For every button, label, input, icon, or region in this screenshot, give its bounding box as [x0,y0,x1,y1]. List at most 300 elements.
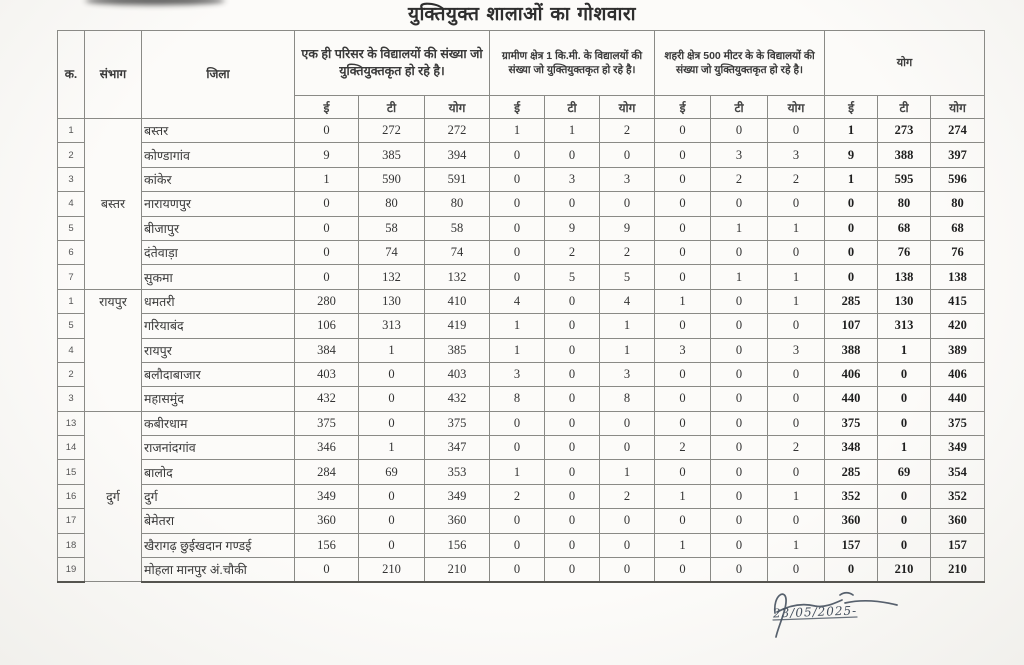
value-cell: 9 [545,216,600,240]
value-cell: 3 [490,362,545,386]
value-cell: 0 [655,192,711,216]
value-cell: 9 [600,216,655,240]
value-cell: 0 [359,362,425,386]
subcol-total: योग [600,96,655,119]
value-cell: 132 [359,265,425,289]
value-cell: 375 [425,411,490,435]
value-cell: 0 [768,387,825,411]
value-cell: 1 [768,533,825,557]
signature-date: 23/05/2025- [772,603,858,621]
value-cell: 0 [490,436,545,460]
value-cell: 352 [825,484,878,508]
value-cell: 0 [711,240,768,264]
value-cell: 375 [825,411,878,435]
district-cell: बेमेतरा [142,509,295,533]
table-row [58,558,985,582]
value-cell: 58 [359,216,425,240]
value-cell: 403 [425,362,490,386]
value-cell: 68 [878,216,931,240]
district-cell: मोहला मानपुर अं.चौकी [142,558,295,582]
value-cell: 348 [825,436,878,460]
serial-cell: 3 [58,387,85,411]
district-cell: बलौदाबाजार [142,362,295,386]
value-cell: 0 [655,558,711,582]
serial-cell: 14 [58,436,85,460]
value-cell: 360 [825,509,878,533]
value-cell: 1 [490,314,545,338]
value-cell: 346 [295,436,359,460]
value-cell: 4 [490,289,545,313]
value-cell: 156 [295,533,359,557]
value-cell: 0 [490,533,545,557]
value-cell: 210 [359,558,425,582]
value-cell: 360 [295,509,359,533]
value-cell: 0 [545,387,600,411]
col-group-rural-1km: ग्रामीण क्षेत्र 1 कि.मी. के विद्यालयों की संख्या जो युक्तियुक्तकृत हो रहे है। [490,31,655,96]
value-cell: 210 [878,558,931,582]
value-cell: 347 [425,436,490,460]
value-cell: 1 [655,533,711,557]
value-cell: 0 [711,533,768,557]
value-cell: 349 [931,436,985,460]
value-cell: 0 [545,436,600,460]
subcol-total: योग [931,96,985,119]
district-cell: कोण्डागांव [142,143,295,167]
serial-cell: 15 [58,460,85,484]
value-cell: 1 [359,436,425,460]
value-cell: 1 [600,460,655,484]
value-cell: 1 [655,484,711,508]
value-cell: 0 [711,119,768,143]
value-cell: 0 [545,289,600,313]
value-cell: 0 [545,338,600,362]
subcol-t: टी [711,96,768,119]
value-cell: 273 [878,119,931,143]
value-cell: 0 [359,509,425,533]
value-cell: 0 [768,460,825,484]
value-cell: 130 [878,289,931,313]
value-cell: 0 [655,509,711,533]
district-cell: रायपुर [142,338,295,362]
value-cell: 0 [711,289,768,313]
value-cell: 349 [295,484,359,508]
value-cell: 0 [545,484,600,508]
value-cell: 1 [359,338,425,362]
value-cell: 0 [295,192,359,216]
value-cell: 0 [490,265,545,289]
value-cell: 3 [600,362,655,386]
value-cell: 389 [931,338,985,362]
serial-cell: 17 [58,509,85,533]
col-group-urban-500m: शहरी क्षेत्र 500 मीटर के के विद्यालयों की संख्या जो युक्तियुक्तकृत हो रहे है। [655,31,825,96]
value-cell: 0 [655,167,711,191]
value-cell: 4 [600,289,655,313]
value-cell: 1 [600,314,655,338]
table-row [58,362,985,386]
value-cell: 0 [655,240,711,264]
value-cell: 3 [768,338,825,362]
value-cell: 0 [600,558,655,582]
table-row [58,240,985,264]
value-cell: 9 [825,143,878,167]
value-cell: 0 [600,436,655,460]
value-cell: 3 [655,338,711,362]
value-cell: 69 [878,460,931,484]
table-row [58,265,985,289]
value-cell: 0 [295,240,359,264]
value-cell: 285 [825,289,878,313]
table-row [58,314,985,338]
value-cell: 1 [600,338,655,362]
value-cell: 8 [490,387,545,411]
header-row-groups [58,31,985,96]
subcol-e: ई [490,96,545,119]
subcol-total: योग [768,96,825,119]
district-cell: बस्तर [142,119,295,143]
value-cell: 415 [931,289,985,313]
division-cell: दुर्ग [85,411,142,582]
value-cell: 0 [600,192,655,216]
value-cell: 1 [878,338,931,362]
value-cell: 0 [825,558,878,582]
district-cell: दंतेवाड़ा [142,240,295,264]
district-cell: नारायणपुर [142,192,295,216]
value-cell: 2 [490,484,545,508]
table-body [58,119,985,582]
value-cell: 1 [768,289,825,313]
value-cell: 0 [768,119,825,143]
value-cell: 2 [600,240,655,264]
table-row [58,460,985,484]
value-cell: 3 [600,167,655,191]
value-cell: 0 [545,533,600,557]
value-cell: 406 [825,362,878,386]
value-cell: 0 [295,265,359,289]
value-cell: 432 [425,387,490,411]
value-cell: 0 [295,119,359,143]
col-group-grand-total: योग [825,31,985,96]
district-cell: सुकमा [142,265,295,289]
value-cell: 0 [600,411,655,435]
value-cell: 0 [711,387,768,411]
value-cell: 360 [425,509,490,533]
value-cell: 1 [711,216,768,240]
value-cell: 5 [600,265,655,289]
value-cell: 80 [931,192,985,216]
table-row [58,119,985,143]
value-cell: 385 [425,338,490,362]
value-cell: 375 [931,411,985,435]
value-cell: 352 [931,484,985,508]
value-cell: 419 [425,314,490,338]
value-cell: 0 [490,143,545,167]
value-cell: 394 [425,143,490,167]
value-cell: 274 [931,119,985,143]
value-cell: 0 [711,338,768,362]
serial-cell: 2 [58,143,85,167]
value-cell: 1 [545,119,600,143]
value-cell: 0 [545,362,600,386]
value-cell: 0 [655,119,711,143]
value-cell: 272 [359,119,425,143]
value-cell: 375 [295,411,359,435]
value-cell: 0 [768,240,825,264]
serial-cell: 7 [58,265,85,289]
value-cell: 591 [425,167,490,191]
value-cell: 285 [825,460,878,484]
value-cell: 1 [490,119,545,143]
value-cell: 0 [711,509,768,533]
value-cell: 138 [878,265,931,289]
value-cell: 0 [878,533,931,557]
value-cell: 69 [359,460,425,484]
value-cell: 385 [359,143,425,167]
value-cell: 2 [600,119,655,143]
value-cell: 432 [295,387,359,411]
value-cell: 0 [359,484,425,508]
value-cell: 0 [711,460,768,484]
value-cell: 403 [295,362,359,386]
value-cell: 280 [295,289,359,313]
value-cell: 1 [655,289,711,313]
value-cell: 272 [425,119,490,143]
value-cell: 406 [931,362,985,386]
value-cell: 0 [359,411,425,435]
value-cell: 76 [878,240,931,264]
serial-cell: 2 [58,362,85,386]
district-cell: बालोद [142,460,295,484]
value-cell: 0 [878,484,931,508]
value-cell: 0 [655,362,711,386]
value-cell: 58 [425,216,490,240]
value-cell: 80 [878,192,931,216]
value-cell: 8 [600,387,655,411]
value-cell: 0 [825,216,878,240]
value-cell: 2 [768,167,825,191]
value-cell: 1 [490,338,545,362]
value-cell: 0 [878,509,931,533]
serial-cell: 5 [58,314,85,338]
serial-cell: 1 [58,119,85,143]
serial-cell: 3 [58,167,85,191]
subcol-t: टी [878,96,931,119]
subcol-e: ई [825,96,878,119]
table-row [58,167,985,191]
value-cell: 1 [711,265,768,289]
value-cell: 0 [825,240,878,264]
value-cell: 76 [931,240,985,264]
value-cell: 210 [425,558,490,582]
value-cell: 1 [768,216,825,240]
value-cell: 0 [545,143,600,167]
value-cell: 0 [878,362,931,386]
value-cell: 0 [825,192,878,216]
value-cell: 1 [878,436,931,460]
value-cell: 0 [545,314,600,338]
value-cell: 2 [768,436,825,460]
value-cell: 440 [825,387,878,411]
value-cell: 0 [711,484,768,508]
col-header-division: संभाग [85,31,142,119]
district-cell: दुर्ग [142,484,295,508]
serial-cell: 19 [58,558,85,582]
value-cell: 106 [295,314,359,338]
value-cell: 420 [931,314,985,338]
value-cell: 2 [655,436,711,460]
value-cell: 384 [295,338,359,362]
value-cell: 157 [825,533,878,557]
subcol-e: ई [295,96,359,119]
value-cell: 68 [931,216,985,240]
value-cell: 0 [490,167,545,191]
value-cell: 1 [768,484,825,508]
value-cell: 353 [425,460,490,484]
value-cell: 0 [768,314,825,338]
value-cell: 0 [768,411,825,435]
value-cell: 0 [490,509,545,533]
subcol-t: टी [359,96,425,119]
value-cell: 80 [425,192,490,216]
value-cell: 0 [359,387,425,411]
value-cell: 0 [490,558,545,582]
table-row [58,289,985,313]
value-cell: 354 [931,460,985,484]
value-cell: 0 [490,411,545,435]
value-cell: 2 [600,484,655,508]
col-header-serial: क. [58,31,85,119]
value-cell: 138 [931,265,985,289]
col-header-district: जिला [142,31,295,119]
value-cell: 0 [711,192,768,216]
table-row [58,509,985,533]
value-cell: 74 [359,240,425,264]
table-row [58,436,985,460]
serial-cell: 6 [58,240,85,264]
value-cell: 0 [295,558,359,582]
serial-cell: 5 [58,216,85,240]
value-cell: 0 [490,240,545,264]
value-cell: 130 [359,289,425,313]
value-cell: 1 [295,167,359,191]
value-cell: 440 [931,387,985,411]
table-row [58,533,985,557]
value-cell: 313 [359,314,425,338]
value-cell: 0 [878,411,931,435]
value-cell: 590 [359,167,425,191]
district-cell: धमतरी [142,289,295,313]
value-cell: 0 [768,362,825,386]
page-title: युक्तियुक्त शालाओं का गोशवारा [407,3,637,25]
value-cell: 210 [931,558,985,582]
district-cell: खैरागढ़ छुईखदान गण्डई [142,533,295,557]
value-cell: 0 [600,509,655,533]
value-cell: 9 [295,143,359,167]
value-cell: 3 [545,167,600,191]
value-cell: 0 [768,558,825,582]
subcol-e: ई [655,96,711,119]
value-cell: 388 [878,143,931,167]
value-cell: 0 [711,436,768,460]
district-cell: कबीरधाम [142,411,295,435]
value-cell: 0 [545,411,600,435]
value-cell: 0 [295,216,359,240]
value-cell: 0 [655,460,711,484]
value-cell: 0 [711,558,768,582]
value-cell: 388 [825,338,878,362]
value-cell: 0 [545,558,600,582]
rationalized-schools-table [57,30,985,583]
value-cell: 157 [931,533,985,557]
value-cell: 3 [768,143,825,167]
district-cell: महासमुंद [142,387,295,411]
serial-cell: 18 [58,533,85,557]
division-cell: बस्तर [85,119,142,290]
value-cell: 3 [711,143,768,167]
value-cell: 0 [655,265,711,289]
value-cell: 360 [931,509,985,533]
table-row [58,338,985,362]
value-cell: 0 [711,362,768,386]
serial-cell: 16 [58,484,85,508]
table-row [58,143,985,167]
serial-cell: 4 [58,192,85,216]
value-cell: 0 [768,509,825,533]
value-cell: 0 [655,314,711,338]
signature [745,583,945,643]
value-cell: 0 [711,314,768,338]
value-cell: 284 [295,460,359,484]
value-cell: 0 [545,460,600,484]
value-cell: 0 [711,411,768,435]
value-cell: 1 [768,265,825,289]
value-cell: 80 [359,192,425,216]
value-cell: 1 [490,460,545,484]
value-cell: 1 [825,167,878,191]
value-cell: 0 [825,265,878,289]
table-row [58,411,985,435]
value-cell: 156 [425,533,490,557]
value-cell: 0 [359,533,425,557]
value-cell: 0 [545,509,600,533]
value-cell: 313 [878,314,931,338]
table-row [58,216,985,240]
col-group-same-campus: एक ही परिसर के विद्यालयों की संख्या जो युक्तियुक्तकृत हो रहे है। [295,31,490,96]
value-cell: 0 [655,411,711,435]
subcol-t: टी [545,96,600,119]
district-cell: राजनांदगांव [142,436,295,460]
value-cell: 0 [655,216,711,240]
value-cell: 595 [878,167,931,191]
value-cell: 0 [768,192,825,216]
value-cell: 2 [711,167,768,191]
value-cell: 0 [600,143,655,167]
division-cell: रायपुर [85,289,142,411]
value-cell: 132 [425,265,490,289]
value-cell: 397 [931,143,985,167]
serial-cell: 13 [58,411,85,435]
value-cell: 2 [545,240,600,264]
value-cell: 107 [825,314,878,338]
table-row [58,484,985,508]
value-cell: 596 [931,167,985,191]
value-cell: 74 [425,240,490,264]
value-cell: 0 [655,387,711,411]
value-cell: 0 [490,216,545,240]
value-cell: 0 [600,533,655,557]
value-cell: 0 [878,387,931,411]
value-cell: 0 [490,192,545,216]
table-row [58,387,985,411]
